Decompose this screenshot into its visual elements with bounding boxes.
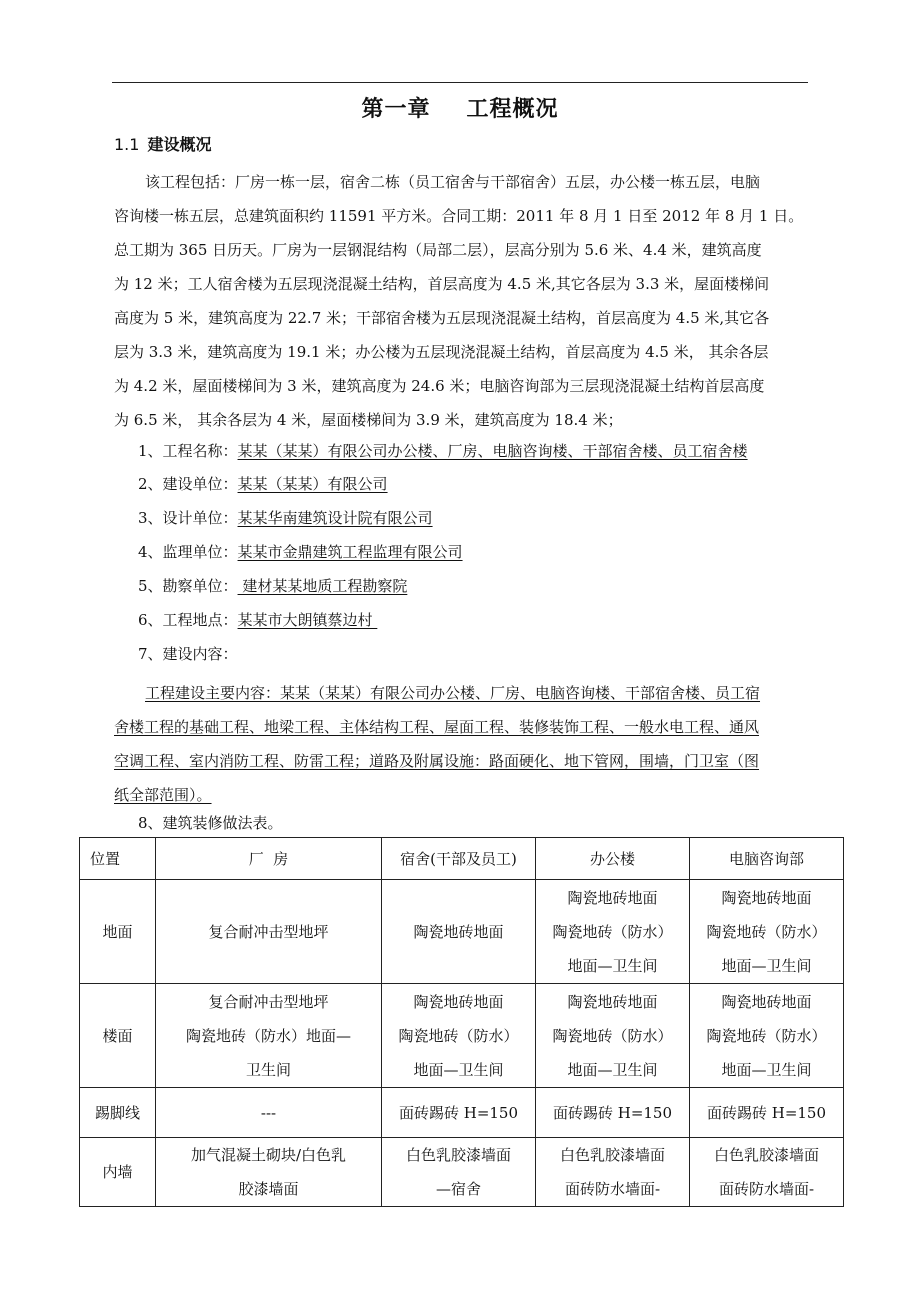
- item-value: 某某华南建筑设计院有限公司: [237, 509, 433, 527]
- section-heading: [114, 132, 211, 155]
- section-title: 建设概况: [147, 135, 212, 154]
- table-row: [80, 1138, 844, 1207]
- chapter-number: 第一章: [361, 97, 431, 122]
- item-project-name: 1、工程名称：某某（某某）有限公司办公楼、厂房、电脑咨询楼、干部宿舍楼、员工宿舍楼: [138, 442, 748, 460]
- overview-paragraph: 该工程包括：厂房一栋一层，宿舍二栋（员工宿舍与干部宿舍）五层，办公楼一栋五层，电脑 咨询楼一栋五层，总建筑面积约 11591 平方米。合同工期：2011 年 8 月 1 日至 2012 年 8 月 1 日。 总工期为 365 日历天。厂房为一层钢混结构（局部二层），层高分别为 5.6 米、4.4 米，建筑高度 为 12 米；工人宿舍楼为五层现浇混凝土结构，首层高度为 4.5 米,其它各层为 3.3 米，屋面楼梯间 高度为 5 米，建筑高度为 22.7 米；干部宿舍楼为五层现浇混凝土结构，首层高度为 4.5 米,其它各 层为 3.3 米，建筑高度为 19.1 米；办公楼为五层现浇混凝土结构，首层高度为 4.5 米， 其余各层 为 4.2 米，屋面楼梯间为 3 米，建筑高度为 24.6 米；电脑咨询部为三层现浇混凝土结构首层高度 为 6.5 米， 其余各层为 4 米，屋面楼梯间为 3.9 米，建筑高度为 18.4 米；: [114, 173, 804, 429]
- item-designer: 3、设计单位：某某华南建筑设计院有限公司: [138, 509, 433, 527]
- section-number: 1.1: [114, 135, 140, 154]
- header-cell: 厂 房: [156, 838, 382, 880]
- table-cell: 内墙: [80, 1138, 156, 1207]
- header-cell: 位置: [80, 838, 156, 880]
- table-cell: 白色乳胶漆墙面 面砖防水墙面-: [690, 1138, 844, 1207]
- table-row: [80, 1088, 844, 1138]
- table-cell: 面砖踢砖 H=150: [690, 1088, 844, 1138]
- header-cell: 办公楼: [536, 838, 690, 880]
- table-cell: 楼面: [80, 984, 156, 1088]
- table-header-row: [80, 838, 844, 880]
- item-location: 6、工程地点：某某市大朗镇蔡边村: [138, 611, 378, 629]
- table-cell: 复合耐冲击型地坪: [156, 880, 382, 984]
- table-cell: 地面: [80, 880, 156, 984]
- table-cell: 白色乳胶漆墙面 —宿舍: [382, 1138, 536, 1207]
- table-cell: 面砖踢砖 H=150: [536, 1088, 690, 1138]
- item-supervisor: 4、监理单位：某某市金鼎建筑工程监理有限公司: [138, 543, 463, 561]
- item-content: 7、建设内容：: [138, 645, 238, 663]
- item-value: 某某市金鼎建筑工程监理有限公司: [237, 543, 463, 561]
- table-cell: 陶瓷地砖地面 陶瓷地砖（防水） 地面—卫生间: [382, 984, 536, 1088]
- table-cell: 复合耐冲击型地坪 陶瓷地砖（防水）地面— 卫生间: [156, 984, 382, 1088]
- item-value: 某某（某某）有限公司: [237, 475, 388, 493]
- table-cell: 白色乳胶漆墙面 面砖防水墙面-: [536, 1138, 690, 1207]
- table-cell: 踢脚线: [80, 1088, 156, 1138]
- item-value: 建材某某地质工程勘察院: [237, 577, 408, 595]
- table-cell: 陶瓷地砖地面 陶瓷地砖（防水） 地面—卫生间: [536, 984, 690, 1088]
- item-owner: 2、建设单位：某某（某某）有限公司: [138, 475, 388, 493]
- table-cell: 加气混凝土砌块/白色乳 胶漆墙面: [156, 1138, 382, 1207]
- header-cell: 宿舍(干部及员工): [382, 838, 536, 880]
- table-cell: 陶瓷地砖地面: [382, 880, 536, 984]
- table-cell: ---: [156, 1088, 382, 1138]
- table-caption: 8、建筑装修做法表。: [138, 814, 283, 832]
- decoration-table: [79, 837, 844, 1207]
- item-survey: 5、勘察单位： 建材某某地质工程勘察院: [138, 577, 408, 595]
- chapter-name: 工程概况: [466, 97, 559, 122]
- header-cell: 电脑咨询部: [690, 838, 844, 880]
- table-row: [80, 984, 844, 1088]
- table-row: [80, 880, 844, 984]
- table-cell: 面砖踢砖 H=150: [382, 1088, 536, 1138]
- header-rule: [112, 82, 808, 83]
- scope-paragraph: 工程建设主要内容：某某（某某）有限公司办公楼、厂房、电脑咨询楼、干部宿舍楼、员工宿 舍楼工程的基础工程、地梁工程、主体结构工程、屋面工程、装修装饰工程、一般水电工程、通风 空调工程、室内消防工程、防雷工程；道路及附属设施：路面硬化、地下管网，围墙，门卫室（图 纸全部范围）。: [114, 684, 761, 804]
- item-value: 某某市大朗镇蔡边村: [237, 611, 378, 629]
- chapter-title: [0, 92, 920, 123]
- table-cell: 陶瓷地砖地面 陶瓷地砖（防水） 地面—卫生间: [536, 880, 690, 984]
- item-value: 某某（某某）有限公司办公楼、厂房、电脑咨询楼、干部宿舍楼、员工宿舍楼: [237, 442, 748, 460]
- table-cell: 陶瓷地砖地面 陶瓷地砖（防水） 地面—卫生间: [690, 984, 844, 1088]
- table-cell: 陶瓷地砖地面 陶瓷地砖（防水） 地面—卫生间: [690, 880, 844, 984]
